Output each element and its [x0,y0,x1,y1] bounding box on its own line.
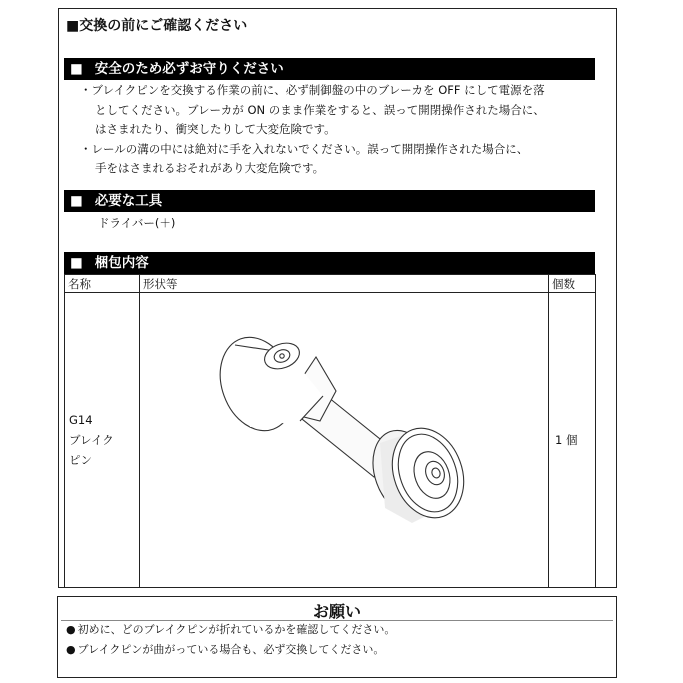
tool-item: ドライバー(＋) [98,216,176,230]
table-header-row [65,275,596,293]
item-name-line-2: ブレイク [69,433,114,447]
item-shape-cell [140,293,549,588]
package-heading: 梱包内容 [94,255,149,271]
safety-heading: 安全のため必ずお守りください [94,61,284,77]
package-heading-bar [64,252,595,274]
request-divider [61,620,613,621]
item-name-line-3: ピン [69,453,92,467]
item-name-line-1: G14 [69,413,93,427]
request-box [57,596,617,678]
package-table [64,274,596,588]
safety-line-4: ・レールの溝の中には絶対に手を入れないでください。誤って開閉操作された場合に、 [80,142,529,156]
safety-line-3: はさまれたり、衝突したりして大変危険です。 [95,122,336,136]
request-line-1 [66,622,395,638]
bullet-icon: ● [66,643,76,656]
request-text-2: ブレイクピンが曲がっている場合も、必ず交換してください。 [77,643,385,656]
tools-heading: 必要な工具 [94,193,163,209]
square-bullet-icon: ■ [70,255,83,271]
item-quantity-cell: 1 個 [549,293,596,588]
square-bullet-icon: ■ [70,193,83,209]
tools-heading-bar [64,190,595,212]
safety-line-1: ・ブレイクピンを交換する作業の前に、必ず制御盤の中のブレーカを OFF にして電源を落 [80,83,545,97]
item-name-cell [65,293,140,588]
safety-line-5: 手をはさまれるおそれがあり大変危険です。 [95,161,325,175]
page-title: ■交換の前にご確認ください [66,18,248,34]
bullet-icon: ● [66,623,76,636]
request-heading: お願い [312,602,361,621]
safety-heading-bar [64,58,595,80]
square-bullet-icon: ■ [70,61,83,77]
request-text-1: 初めに、どのブレイクピンが折れているかを確認してください。 [77,623,396,636]
column-header-quantity: 個数 [549,275,596,293]
table-row [65,293,596,588]
break-pin-illustration [140,293,549,587]
request-line-2 [66,642,384,658]
column-header-name: 名称 [65,275,140,293]
column-header-shape: 形状等 [140,275,549,293]
safety-line-2: としてください。ブレーカが ON のまま作業をすると、誤って開閉操作された場合に、 [95,103,545,117]
